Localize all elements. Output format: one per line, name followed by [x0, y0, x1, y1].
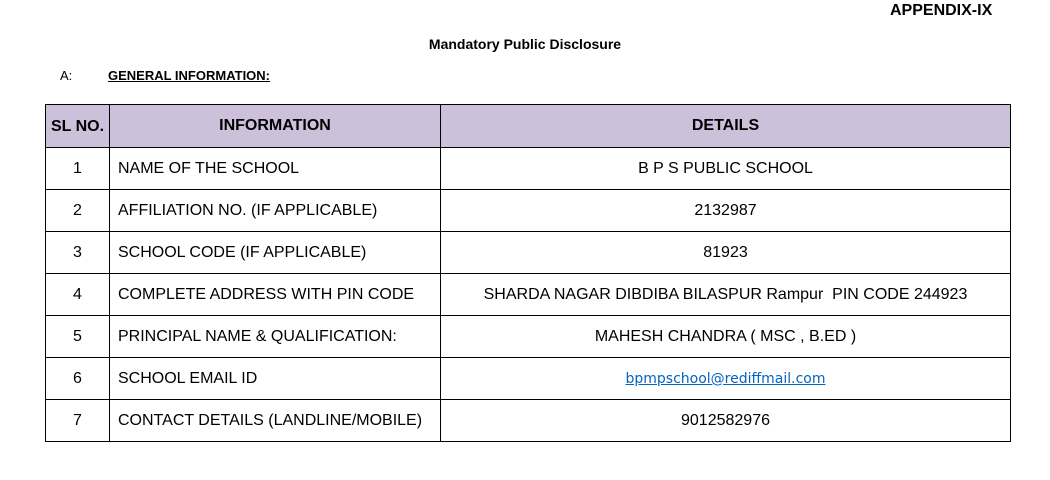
table-row	[46, 358, 1011, 400]
table-row	[46, 190, 1011, 232]
row-sl-number: 6	[46, 358, 110, 400]
row-details: 2132987	[441, 190, 1011, 232]
school-email-link[interactable]: bpmpschool@rediffmail.com	[625, 370, 826, 387]
row-details: SHARDA NAGAR DIBDIBA BILASPUR Rampur PIN CODE 244923	[441, 274, 1011, 316]
row-information: COMPLETE ADDRESS WITH PIN CODE	[118, 285, 415, 303]
column-header-information: INFORMATION	[110, 105, 441, 148]
row-details: MAHESH CHANDRA ( MSC , B.ED )	[441, 316, 1011, 358]
row-sl-number: 7	[46, 400, 110, 442]
row-information: NAME OF THE SCHOOL	[118, 159, 300, 177]
row-information: SCHOOL EMAIL ID	[118, 369, 258, 387]
section-title: GENERAL INFORMATION:	[108, 68, 271, 83]
row-sl-number: 2	[46, 190, 110, 232]
row-information: CONTACT DETAILS (LANDLINE/MOBILE)	[118, 411, 423, 429]
table-header-row	[46, 105, 1011, 148]
row-sl-number: 4	[46, 274, 110, 316]
row-sl-number: 3	[46, 232, 110, 274]
table-row	[46, 316, 1011, 358]
table-row	[46, 274, 1011, 316]
document-title: Mandatory Public Disclosure	[428, 36, 622, 52]
table-row	[46, 400, 1011, 442]
row-sl-number: 1	[46, 148, 110, 190]
appendix-label: APPENDIX-IX	[890, 2, 993, 19]
row-information: SCHOOL CODE (IF APPLICABLE)	[118, 243, 367, 261]
section-letter: A:	[60, 68, 73, 83]
disclosure-table	[45, 104, 1011, 442]
column-header-details: DETAILS	[441, 105, 1011, 148]
row-information: PRINCIPAL NAME & QUALIFICATION:	[118, 327, 397, 345]
table-row	[46, 232, 1011, 274]
table-row	[46, 148, 1011, 190]
row-details: 9012582976	[441, 400, 1011, 442]
row-sl-number: 5	[46, 316, 110, 358]
row-details: 81923	[441, 232, 1011, 274]
row-details: B P S PUBLIC SCHOOL	[441, 148, 1011, 190]
row-information: AFFILIATION NO. (IF APPLICABLE)	[118, 201, 378, 219]
column-header-sl: SL NO.	[46, 105, 110, 148]
